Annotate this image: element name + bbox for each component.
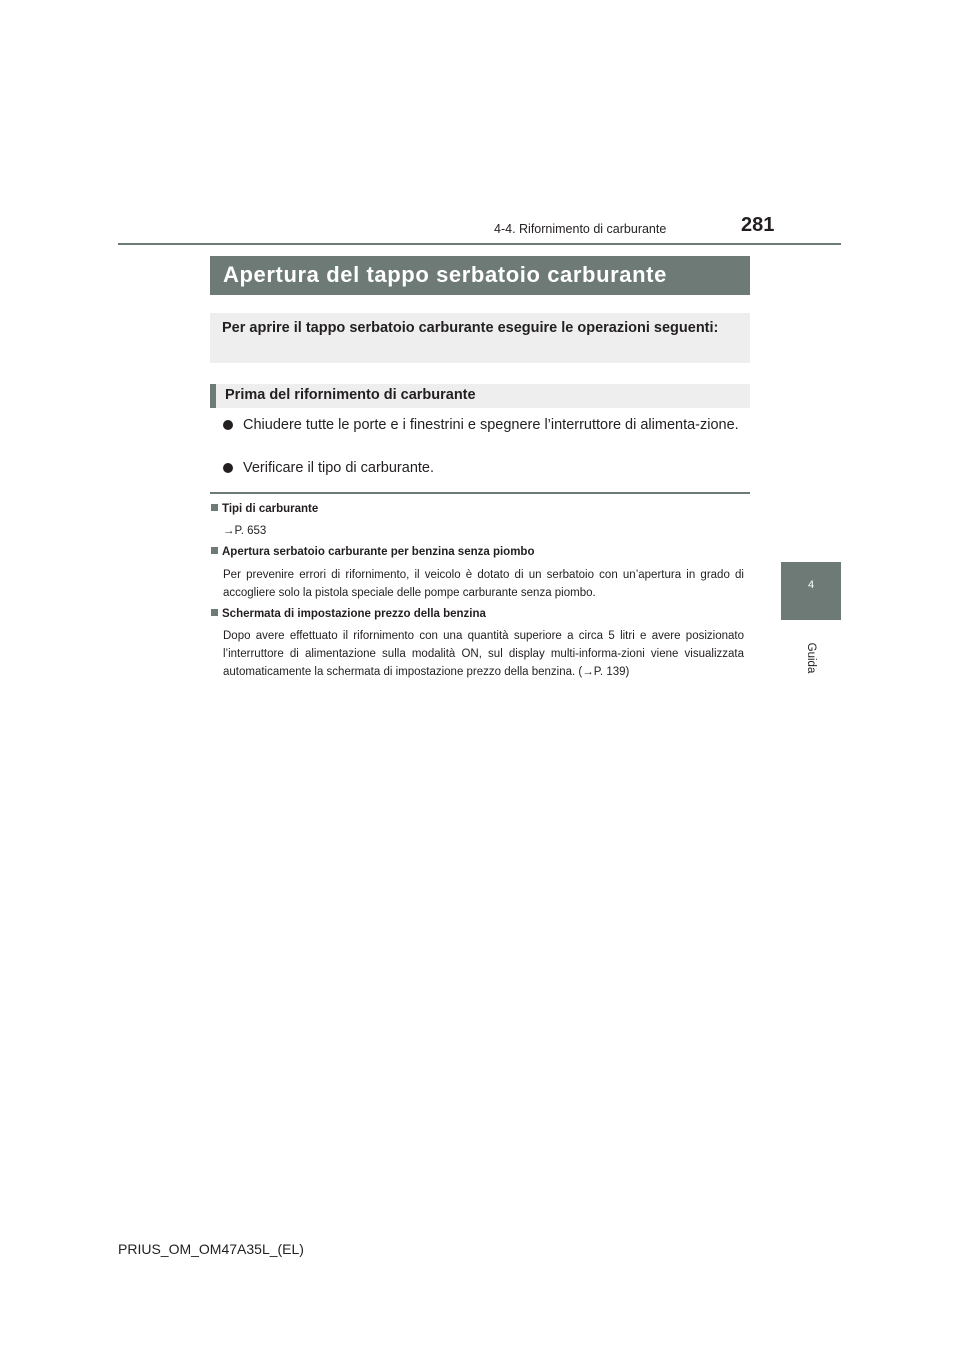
section-title-bar xyxy=(210,256,750,295)
header-rule xyxy=(118,243,841,245)
square-bullet-icon xyxy=(211,547,218,554)
subsection-header xyxy=(210,384,750,408)
bullet-text: Verificare il tipo di carburante. xyxy=(243,460,435,476)
note-body: Per prevenire errori di rifornimento, il veicolo è dotato di un serbatoio con un’apertura in grado di accogliere solo la pistola speciale delle pompe carburante senza piombo. xyxy=(223,569,744,599)
note-title: Apertura serbatoio carburante per benzina senza piombo xyxy=(222,546,535,558)
section-rule xyxy=(210,492,750,494)
square-bullet-icon xyxy=(211,609,218,616)
header-section-title: 4-4. Rifornimento di carburante xyxy=(494,222,667,236)
intro-text: Per aprire il tappo serbatoio carburante eseguire le operazioni seguenti: xyxy=(222,320,719,336)
chapter-label: Guida xyxy=(805,642,817,674)
note-heading xyxy=(211,608,486,620)
bullet-item xyxy=(223,457,745,480)
square-bullet-icon xyxy=(211,504,218,511)
chapter-label-wrap xyxy=(804,644,818,674)
chapter-number: 4 xyxy=(807,579,815,591)
note-body: Dopo avere effettuato il rifornimento con una quantità superiore a circa 5 litri e avere posizionato l’interruttore di alimentazione sulla modalità ON, sul display multi-informa-zioni viene visualizzata automaticamente la schermata di impostazione prezzo della benzina. (→P. 139) xyxy=(223,630,744,678)
footer-document-code: PRIUS_OM_OM47A35L_(EL) xyxy=(118,1241,304,1257)
page-number: 281 xyxy=(741,214,775,236)
note-title: Schermata di impostazione prezzo della benzina xyxy=(222,608,486,620)
bullet-item xyxy=(223,414,745,437)
note-body: →P. 653 xyxy=(223,525,267,537)
note-title: Tipi di carburante xyxy=(222,503,319,515)
intro-box xyxy=(210,313,750,363)
subsection-title: Prima del rifornimento di carburante xyxy=(225,387,476,403)
subsection-marker xyxy=(210,384,216,408)
bullet-dot-icon xyxy=(223,463,233,473)
section-title: Apertura del tappo serbatoio carburante xyxy=(223,262,667,287)
note-heading xyxy=(211,503,318,515)
bullet-text: Chiudere tutte le porte e i finestrini e spegnere l’interruttore di alimenta-zione. xyxy=(243,417,739,433)
bullet-dot-icon xyxy=(223,420,233,430)
note-heading xyxy=(211,546,534,558)
chapter-tab xyxy=(781,562,841,620)
